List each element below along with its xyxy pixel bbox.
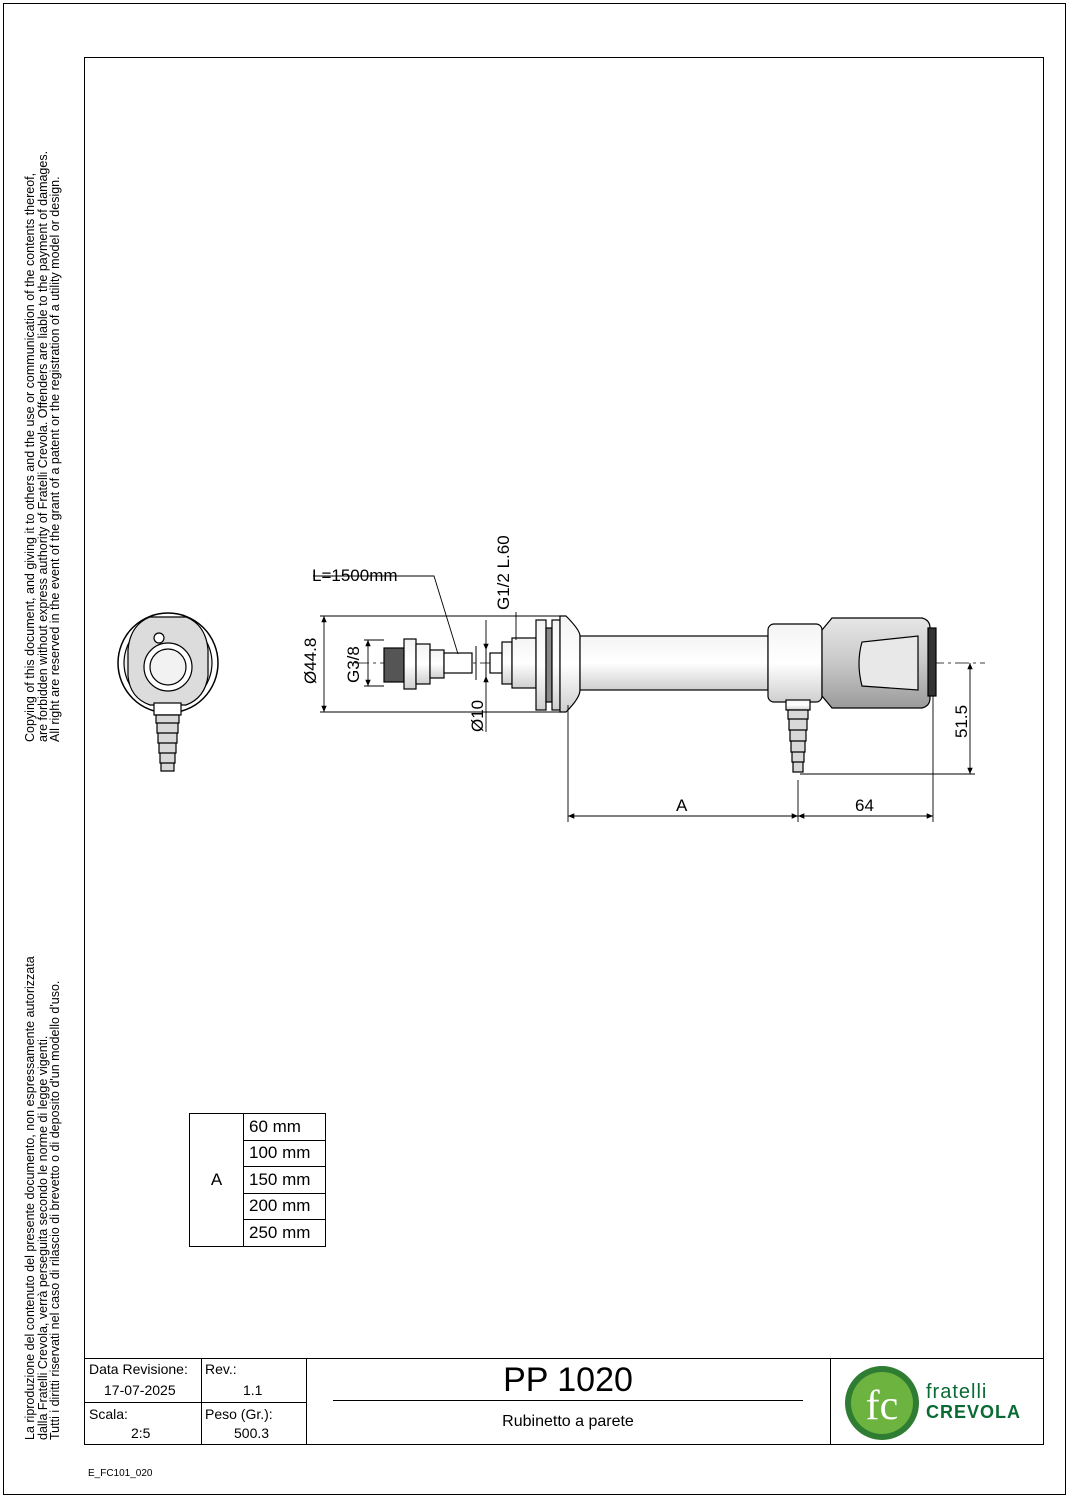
fratelli-crevola-logo-icon bbox=[842, 1363, 922, 1443]
logo-mark: fc bbox=[865, 1383, 899, 1429]
notice-line: dalla Fratelli Crevola, verrà perseguita secondo le norme di legge vigenti. bbox=[35, 1035, 50, 1440]
logo-wordmark-top: fratelli bbox=[926, 1381, 988, 1403]
variant-value: 100 mm bbox=[244, 1140, 326, 1167]
title-block-divider bbox=[84, 1402, 306, 1403]
product-code: PP 1020 bbox=[503, 1361, 633, 1399]
pipe-diameter-label: Ø10 bbox=[468, 699, 487, 732]
side-view bbox=[355, 616, 985, 772]
notice-line: Copying of this document, and giving it to others and the use or communication of the contents thereof, bbox=[23, 172, 37, 742]
notice-line: Tutti i diritti riservati nel caso di rilascio di brevetto o di deposito d'un modello d'uso. bbox=[48, 980, 62, 1440]
product-description: Rubinetto a parete bbox=[502, 1413, 634, 1430]
notice-line: La riproduzione del contenuto del presente documento, non espressamente autorizzata bbox=[23, 956, 37, 1440]
title-block-border bbox=[84, 1358, 1044, 1359]
revision-label: Rev.: bbox=[205, 1361, 237, 1377]
scale-label: Scala: bbox=[89, 1406, 128, 1422]
variant-value: 60 mm bbox=[244, 1114, 326, 1141]
revision-number: 1.1 bbox=[243, 1382, 263, 1398]
title-underline bbox=[333, 1400, 803, 1401]
title-block-divider bbox=[830, 1358, 831, 1445]
length-a-label: A bbox=[676, 796, 688, 815]
logo-wordmark-bottom: CREVOLA bbox=[926, 1402, 1022, 1422]
weight-label: Peso (Gr.): bbox=[205, 1406, 273, 1422]
notice-line: All right are reserved in the event of the grant of a patent or the registration of a utility model or design. bbox=[48, 176, 62, 742]
outlet-height-label: 51.5 bbox=[952, 704, 971, 738]
thread-inlet-label: G1/2 L.60 bbox=[494, 535, 513, 610]
weight-value: 500.3 bbox=[234, 1425, 270, 1441]
variant-table bbox=[189, 1113, 326, 1247]
title-block-divider bbox=[306, 1358, 307, 1445]
variant-value: 200 mm bbox=[244, 1193, 326, 1220]
notice-line: are forbidden without express authority of Fratelli Crevola. Offenders are liable to the payment of damages. bbox=[35, 150, 50, 742]
scale-value: 2:5 bbox=[131, 1425, 151, 1441]
front-view bbox=[118, 613, 218, 771]
variant-value: 150 mm bbox=[244, 1167, 326, 1194]
outlet-thread-label: G3/8 bbox=[344, 646, 363, 683]
revision-date: 17-07-2025 bbox=[104, 1382, 176, 1398]
variant-key: A bbox=[190, 1114, 244, 1247]
length-64-label: 64 bbox=[855, 796, 874, 815]
document-code: E_FC101_020 bbox=[88, 1468, 153, 1479]
revision-date-label: Data Revisione: bbox=[89, 1361, 188, 1377]
flange-diameter-label: Ø44.8 bbox=[301, 637, 320, 684]
hose-length-label: L=1500mm bbox=[312, 566, 398, 585]
variant-value: 250 mm bbox=[244, 1220, 326, 1247]
